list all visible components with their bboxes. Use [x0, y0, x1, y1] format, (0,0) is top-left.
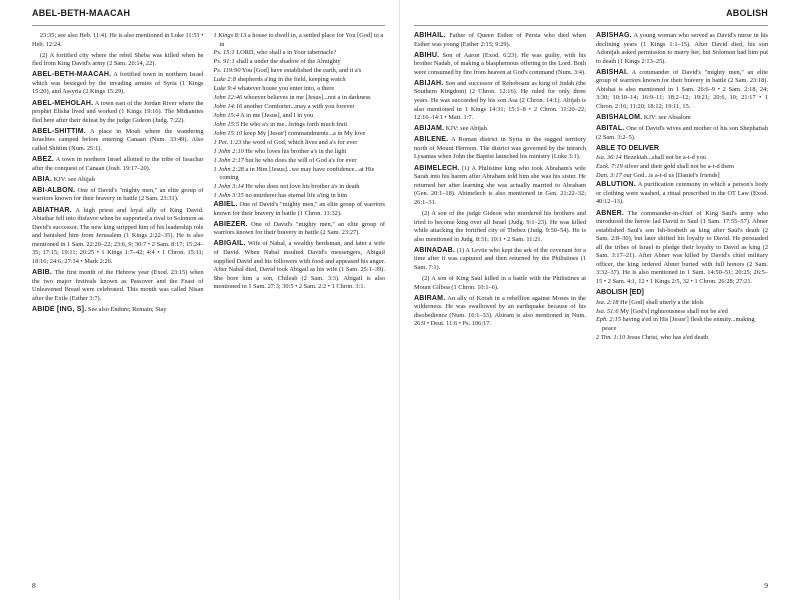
reference-citation: Ps. 15:1	[213, 49, 235, 57]
scripture-reference	[596, 163, 768, 172]
entry-text: Wife of Nabal, a wealthy herdsman, and later a wife of David. When Nabal insulted David's messengers, Abigail supplied David and his followers with food and appeased his anger. After Nabal died, David took Abigail as his wife (1 Sam. 25:1–39). She bore him a son, Chileab (2 Sam. 3:3). Abigail is also mentioned in 1 Sam. 27:3; 30:5 • 2 Sam. 2:2 • 1 Chron. 3:1.	[213, 240, 385, 291]
reference-citation: Isa. 51:6	[596, 307, 619, 315]
reference-citation: Ezek. 7:19	[596, 163, 623, 171]
dictionary-entry	[414, 80, 586, 123]
left-col-2	[214, 32, 386, 568]
reference-citation: John 12:46	[213, 94, 243, 102]
entry-text: A young woman who served as David's nurse in his declining years (1 Kings 1:1–15). After David died, his son Adonijah asked permission to marry her, but Solomon had him put to death (1 Kings 2:13–25).	[596, 32, 768, 65]
dictionary-entry	[32, 187, 204, 204]
scripture-reference	[213, 103, 386, 112]
reference-citation: 1 Kings 8:13	[213, 32, 247, 39]
entry-headword: ABEZ.	[32, 156, 54, 164]
entry-text: A town east of the Jordan River where the prophet Elisha lived and worked (1 Kings 19:16). The Midianites fled here after their defeat by the judge Gideon (Judg. 7:22).	[32, 99, 204, 124]
scripture-reference	[213, 49, 386, 58]
dictionary-entry	[32, 100, 204, 126]
reference-text: LORD, who shall a in Your tabernacle?	[234, 49, 337, 57]
reference-citation: 1 Pet. 1:23	[213, 138, 242, 146]
dictionary-entry	[214, 221, 386, 238]
scripture-reference	[213, 183, 386, 192]
abide-references	[214, 32, 386, 201]
entry-text: KJV: see Abijah	[52, 175, 95, 183]
dictionary-entry	[32, 306, 204, 315]
entry-text: KJV: see Abijah	[444, 125, 487, 133]
entry-text: The first month of the Hebrew year (Exod. 23:15) when the two major festivals known as Passover and the Feast of Unleavened Bread were celebrated. This month was called Nisan after the Exile (Esther 3:7).	[32, 269, 204, 302]
entry-text: A place in Moab where the wandering Israelites camped before entering Canaan (Num. 33:49). Also called Shittim (Num. 25:1).	[32, 127, 204, 152]
entry-headword: ABIHU.	[414, 51, 440, 59]
entry-text: See also Endure; Remain; Stay	[86, 305, 167, 313]
entry-headword: ABLUTION.	[596, 181, 636, 189]
reference-text: whatever house you enter into, a there	[235, 85, 335, 93]
scripture-reference	[213, 156, 386, 166]
scripture-reference	[596, 298, 768, 308]
scripture-reference	[213, 67, 386, 76]
right-page	[400, 0, 800, 600]
entry-text: One of David's "mighty men," an elite group of warriors known for their bravery in battle (2 Sam. 23:31).	[32, 186, 204, 203]
dictionary-entry	[414, 275, 586, 292]
reference-text: He who loves his brother a's in the light	[243, 147, 347, 155]
entry-text: Son of Aaron (Exod. 6:23). He was guilty, with his brother Nadab, of making a blasphemous offering to the Lord. Both were consumed by fire from heaven at God's command (Num. 3:4).	[414, 51, 586, 76]
dictionary-entry	[596, 181, 768, 207]
entry-headword: ABIHAIL.	[414, 32, 446, 39]
dictionary-entry	[32, 269, 204, 303]
dictionary-entry	[32, 71, 204, 97]
dictionary-entry	[596, 210, 768, 287]
entry-text: The commander-in-chief of King Saul's army who introduced the heroic lad David to Saul (1 Sam. 17:55–57). Abner established Saul's son Ish-bosheth as king after Saul's death (2 Sam. 2:8–30), but later shifted his loyalty to David. He persuaded all the tribes of Israel to pledge their loyalty to David as king (2 Sam. 3:17–21). After Abner was killed by David's chief military officer, the king ordered Abner buried with full honors (2 Sam. 3:32–37). He is also mentioned in 1 Sam. 14:50–51; 20:25; 26:5–15 • 2 Sam. 4:1, 12 • 1 Kings 2:5, 32 • 1 Chron. 26:28; 27:21.	[596, 209, 768, 285]
entry-text: One of David's "mighty men," an elite group of warriors known for their bravery in battle (1 Chron. 11:32).	[213, 201, 385, 217]
entry-text: (1) A Levite who kept the ark of the covenant for a time after it was captured and then returned by the Philistines (1 Sam. 7:1).	[414, 246, 586, 271]
reference-text: silver and their gold shall not be a-t-d them	[622, 163, 734, 171]
reference-text: shepherds a'ing in the field, keeping watch	[235, 76, 346, 84]
entry-headword: ABIJAH.	[414, 79, 444, 87]
reference-citation: 2 Tim. 1:10	[596, 333, 626, 341]
scripture-reference	[596, 154, 768, 163]
reference-text: whoever believes in me [Jesus]...not a in darkness	[242, 94, 371, 102]
dictionary-entry	[32, 176, 204, 185]
reference-text: but he who does the will of God a's for ever	[243, 156, 357, 164]
reference-text: keep My [Jesus'] commandments...a in My love	[242, 129, 366, 137]
entry-headword: ABIB.	[32, 269, 53, 277]
entry-text: (2) A son of King Saul killed in a battle with the Philistines at Mount Gilboa (1 Chron. 10:1–6).	[414, 274, 586, 291]
entry-headword: ABILENE.	[414, 136, 449, 144]
entry-text: A commander of David's "mighty men," an elite group of warriors known for their bravery in battle (2 Sam. 23:18). Abishai is also mentioned in 1 Sam. 26:6–9 • 2 Sam. 2:18, 24; 3:30; 10:10–14; 16:9–11; 18:2–12; 19:21; 20:6, 10; 21:17 • 1 Chron. 2:16; 11:20; 18:12; 19:11, 15.	[596, 68, 768, 110]
right-col-2-entries-a	[596, 32, 768, 142]
entry-headword: ABEL-SHITTIM.	[32, 127, 86, 135]
entry-headword: ABIEL.	[213, 201, 238, 209]
entry-text: KJV: see Absalom	[642, 114, 691, 122]
entry-text: One of David's "mighty men," an elite group of warriors known for their bravery in battle (2 Sam. 23:27).	[213, 220, 385, 237]
scripture-reference	[213, 58, 386, 67]
abolish-heading: ABOLISH [ED]	[596, 289, 644, 297]
reference-text: He who a's in me...brings forth much fruit	[239, 120, 348, 128]
dictionary-entry	[414, 52, 586, 78]
entry-text: 23:35; see also Heb. 11:4). He is also mentioned in Luke 11:51 • Heb. 12:24.	[32, 32, 204, 48]
right-columns	[414, 32, 768, 568]
reference-text: another Comforter...may a with you forever	[242, 103, 355, 111]
dictionary-entry	[596, 69, 768, 112]
entry-text: Father of Queen Esther of Persia who died when Esther was young (Esther 2:15; 9:29).	[414, 32, 586, 48]
entry-text: A Roman district in Syria in the rugged territory north of Mount Hermon. The district was governed by the tetrarch Lysanias when John the Baptist launched his ministry (Luke 3:1).	[414, 136, 586, 161]
left-running-head: ABEL-BETH-MAACAH	[32, 0, 385, 26]
scripture-reference	[596, 172, 768, 181]
scripture-reference	[596, 333, 768, 343]
left-col-1	[32, 32, 204, 568]
scripture-reference	[213, 192, 386, 201]
scripture-reference	[213, 85, 386, 94]
entry-headword: ABITAL.	[596, 125, 625, 133]
reference-citation: 1 John 3:15	[213, 192, 244, 200]
reference-text: a in Him [Jesus]...we may have confidence...at His coming	[219, 165, 375, 182]
reference-citation: Isa. 36:14	[596, 154, 622, 162]
reference-citation: Ps. 91:1	[213, 58, 235, 66]
right-col-2-entries-b	[596, 181, 768, 286]
reference-citation: John 15:5	[213, 120, 240, 128]
entry-headword: ABIEZER.	[213, 220, 248, 228]
reference-citation: 1 John 3:14	[213, 183, 244, 191]
scripture-reference	[213, 94, 386, 103]
dictionary-entry	[414, 32, 586, 49]
entry-headword: ABIJAM.	[414, 125, 445, 133]
scripture-reference	[596, 316, 768, 333]
entry-headword: ABIMELECH.	[414, 164, 460, 172]
reference-text: He who does not love his brother a's in death	[243, 183, 360, 191]
left-col-2-entries	[214, 201, 386, 292]
dictionary-entry	[32, 128, 204, 154]
reference-text: no murderer has eternal life a'ing in him	[243, 192, 348, 200]
reference-citation: 1 John 2:17	[213, 156, 244, 164]
reference-citation: John 15:4	[213, 112, 240, 120]
dictionary-entry	[596, 114, 768, 123]
dictionary-entry	[414, 125, 586, 134]
reference-citation: Luke 2:8	[213, 76, 236, 84]
right-folio: 9	[764, 581, 768, 590]
right-col-2	[596, 32, 768, 568]
entry-headword: ABISHAI.	[596, 68, 629, 76]
entry-text: (1) A Philistine king who took Abraham's wife Sarah into his harem after Abraham told him she was his sister. He returned her after learning she was actually married to Abraham (Gen. 20:1–18). Abimelech is also mentioned in Gen. 21:22–32; 26:1–31.	[414, 164, 586, 206]
scripture-reference	[213, 112, 386, 121]
dictionary-entry	[414, 295, 586, 329]
reference-citation: Dan. 3:17	[596, 172, 622, 180]
reference-citation: John 15:10	[213, 129, 243, 137]
entry-text: One of David's wives and mother of his son Shephatiah (2 Sam. 3:2–5).	[596, 125, 768, 141]
reference-citation: Isa. 2:18	[596, 298, 619, 306]
dictionary-entry	[32, 207, 204, 267]
reference-text: Hezekiah...shall not be a-t-d you	[621, 154, 706, 162]
reference-text: He [God] shall utterly a the idols	[618, 298, 704, 306]
entry-text: A town in northern Israel allotted to the tribe of Issachar after the conquest of Canaan (Josh. 19:17–20).	[32, 156, 204, 172]
reference-citation: John 14:16	[213, 103, 243, 111]
entry-text: An ally of Korah in a rebellion against Moses in the wilderness. He was swallowed by an earthquake because of his disobedience (Num. 16:1–33). Abiram is also mentioned in Num. 26:9 • Deut. 11:6 • Ps. 106:17.	[414, 294, 586, 328]
scripture-reference	[213, 32, 386, 49]
right-col-1	[414, 32, 586, 568]
scripture-reference	[213, 76, 386, 85]
entry-headword: ABIDE [ING, S].	[32, 305, 87, 313]
reference-citation: Luke 9:4	[213, 85, 236, 93]
entry-text: A purification ceremony in which a person's body or clothing were washed, a ritual prescribed in the OT Law (Exod. 40:12–13).	[596, 181, 768, 206]
reference-citation: 1 John 2:10	[213, 147, 244, 155]
entry-text: (2) A son of the judge Gideon who murdered his brothers and tried to become king over all Israel (Judg. 9:1–23). He was killed while attacking the fortified city of Thebez (Judg. 9:50–54). He is also mentioned in Judg. 8:31; 10:1 • 2 Sam. 11:21.	[414, 209, 586, 243]
entry-text: A high priest and loyal ally of King David. Abiathar fell into disfavor when he supported a rival to Solomon as David's successor. The new king stripped him of his leadership role and banished him from Jerusalem (1 Kings 2:22–35). He is also mentioned in 1 Sam. 22:20–22; 23:6, 9; 30:7 • 2 Sam. 8:17; 15:24–35; 17:15; 19:11; 20:25 • 1 Kings 1:7–42; 4:4 • 1 Chron. 15:11; 18:16; 24:6; 27:34 • Mark 2:26.	[32, 206, 204, 265]
dictionary-entry	[414, 136, 586, 162]
reference-text: shall a under the shadow of the Almighty	[234, 58, 341, 66]
left-folio: 8	[32, 581, 36, 590]
scripture-reference	[213, 120, 386, 130]
entry-text: Son and successor of Rehoboam as king of Judah (the Southern Kingdom) (2 Chron. 12:16). He ruled for only three years. He was succeeded by his son Asa (2 Chron. 14:1). Abijah is also mentioned in 1 Kings 14:31; 15:1–8 • 2 Chron. 11:20–22; 12:16–14:1 • Matt. 1:7.	[414, 79, 586, 122]
reference-text: our God...is a-t-d us [Daniel's friends]	[621, 172, 720, 180]
abolish-references	[596, 299, 768, 343]
entry-text: (2) A fortified city where the rebel Sheba was killed when he fled from King David's army (2 Sam. 20:14, 22).	[32, 51, 204, 68]
reference-text: You [God] have established the earth, and it a's	[240, 67, 362, 75]
entry-headword: ABEL-MEHOLAH.	[32, 99, 94, 107]
dictionary-entry	[214, 201, 386, 218]
dictionary-entry	[596, 32, 768, 66]
scripture-reference	[596, 307, 768, 317]
reference-text: a house to dwell in, a settled place for You [God] to a in	[219, 32, 384, 48]
entry-headword: ABISHAG.	[596, 32, 632, 39]
dictionary-entry	[414, 165, 586, 208]
dictionary-entry	[32, 52, 204, 69]
dictionary-entry	[596, 125, 768, 142]
able-to-deliver-heading: ABLE TO DELIVER	[596, 144, 659, 152]
able-to-deliver-references	[596, 154, 768, 180]
entry-headword: ABIRAM.	[414, 294, 446, 302]
dictionary-entry	[214, 240, 386, 291]
entry-headword: ABIGAIL.	[213, 240, 246, 248]
entry-headword: ABIA.	[32, 175, 53, 183]
reference-text: having a'ed in His [Jesus'] flesh the enmity...making peace	[602, 316, 755, 333]
reference-citation: Eph. 2:15	[596, 316, 622, 324]
entry-text: A fortified town in northern Israel which was besieged by the invading armies of Syria (1 Kings 15:20), and Assyria (2 Kings 15:29).	[32, 71, 204, 96]
dictionary-entry	[32, 156, 204, 173]
reference-citation: Ps. 119:90	[213, 67, 241, 75]
reference-text: My [God's] righteousness shall not be a'ed	[618, 307, 728, 315]
reference-citation: 1 John 2:28	[213, 165, 244, 173]
dictionary-entry	[32, 32, 204, 49]
dictionary-entry	[414, 210, 586, 244]
reference-text: the word of God, which lives and a's for ever	[241, 138, 358, 146]
reference-text: Jesus Christ, who has a'ed death	[625, 333, 709, 341]
entry-headword: ABIATHAR.	[32, 206, 72, 214]
entry-headword: ABI-ALBON.	[32, 186, 76, 194]
entry-headword: ABEL-BETH-MAACAH.	[32, 71, 112, 79]
dictionary-entry	[414, 247, 586, 273]
left-columns	[32, 32, 385, 568]
right-running-head: ABOLISH	[414, 0, 768, 26]
scripture-reference	[213, 165, 386, 183]
reference-text: A in me [Jesus], and I in you	[239, 112, 314, 120]
entry-headword: ABINADAB.	[414, 246, 456, 254]
scripture-reference	[213, 138, 386, 148]
entry-headword: ABISHALOM.	[596, 114, 643, 122]
scripture-reference	[213, 147, 386, 157]
entry-headword: ABNER.	[596, 209, 625, 217]
scripture-reference	[213, 129, 386, 139]
